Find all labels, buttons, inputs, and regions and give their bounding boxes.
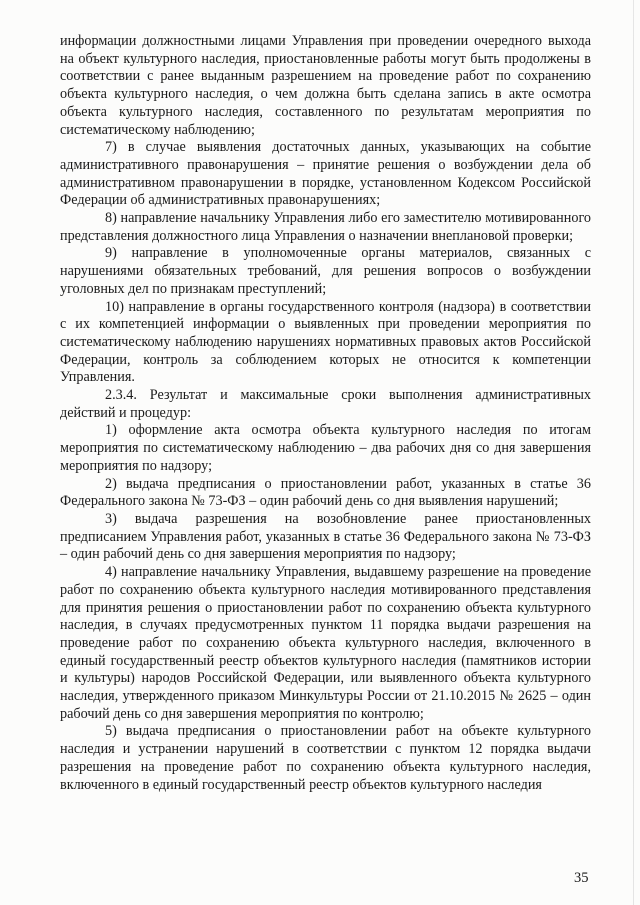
page-number: 35 [574, 870, 589, 886]
section-heading-2-3-4: 2.3.4. Результат и максимальные сроки выполнения административных действий и процедур: [60, 387, 591, 421]
paragraph-continuation: информации должностными лицами Управления при проведении очередного выхода на объект культурного наследия, приостановленные работы могут быть продолжены в соответствии с ранее выданным разрешением на проведение работ по сохранению объекта культурного наследия, о чем должна быть сделана запись в акте осмотра объекта культурного наследия, составленного по результатам мероприятия по систематическому наблюдению; [60, 33, 591, 138]
paragraph-result-4: 4) направление начальнику Управления, выдавшему разрешение на проведение работ по сохранению объекта культурного наследия мотивированного представления для принятия решения о приостановлении работ по сохранению объекта культурного наследия, в случаях предусмотренных пунктом 11 порядка выдачи разрешения на проведение работ по сохранению объекта культурного наследия, включенного в единый государственный реестр объектов культурного наследия (памятников истории и культуры) народов Российской Федерации, или выявленного объекта культурного наследия, утвержденного приказом Минкультуры России от 21.10.2015 № 2625 – один рабочий день со дня завершения мероприятия по контролю; [60, 564, 591, 722]
document-body [60, 33, 591, 794]
paragraph-result-1: 1) оформление акта осмотра объекта культурного наследия по итогам мероприятия по систематическому наблюдению – два рабочих дня со дня завершения мероприятия по надзору; [60, 422, 591, 474]
paragraph-item-9: 9) направление в уполномоченные органы материалов, связанных с нарушениями обязательных требований, для решения вопросов о возбуждении уголовных дел по признакам преступлений; [60, 245, 591, 297]
page-edge-line [633, 0, 634, 905]
paragraph-item-7: 7) в случае выявления достаточных данных, указывающих на событие административного правонарушения – принятие решения о возбуждении дела об административном правонарушении в порядке, установленном Кодексом Российской Федерации об административных правонарушениях; [60, 139, 591, 209]
paragraph-result-5: 5) выдача предписания о приостановлении работ на объекте культурного наследия и устранении нарушений в соответствии с пунктом 12 порядка выдачи разрешения на проведение работ по сохранению объекта культурного наследия, включенного в единый государственный реестр объектов культурного наследия [60, 723, 591, 793]
paragraph-result-3: 3) выдача разрешения на возобновление ранее приостановленных предписанием Управления работ, указанных в статье 36 Федерального закона № 73-ФЗ – один рабочий день со дня завершения мероприятия по надзору; [60, 510, 591, 563]
paragraph-item-10: 10) направление в органы государственного контроля (надзора) в соответствии с их компетенцией информации о выявленных при проведении мероприятия по систематическому наблюдению нарушениях нормативных правовых актов Российской Федерации, контроль за соблюдением которых не относится к компетенции Управления. [60, 298, 591, 386]
paragraph-result-2: 2) выдача предписания о приостановлении работ, указанных в статье 36 Федерального закона № 73-ФЗ – один рабочий день со дня выявления нарушений; [60, 475, 591, 510]
paragraph-item-8: 8) направление начальнику Управления либо его заместителю мотивированного представления должностного лица Управления о назначении внеплановой проверки; [60, 210, 591, 244]
